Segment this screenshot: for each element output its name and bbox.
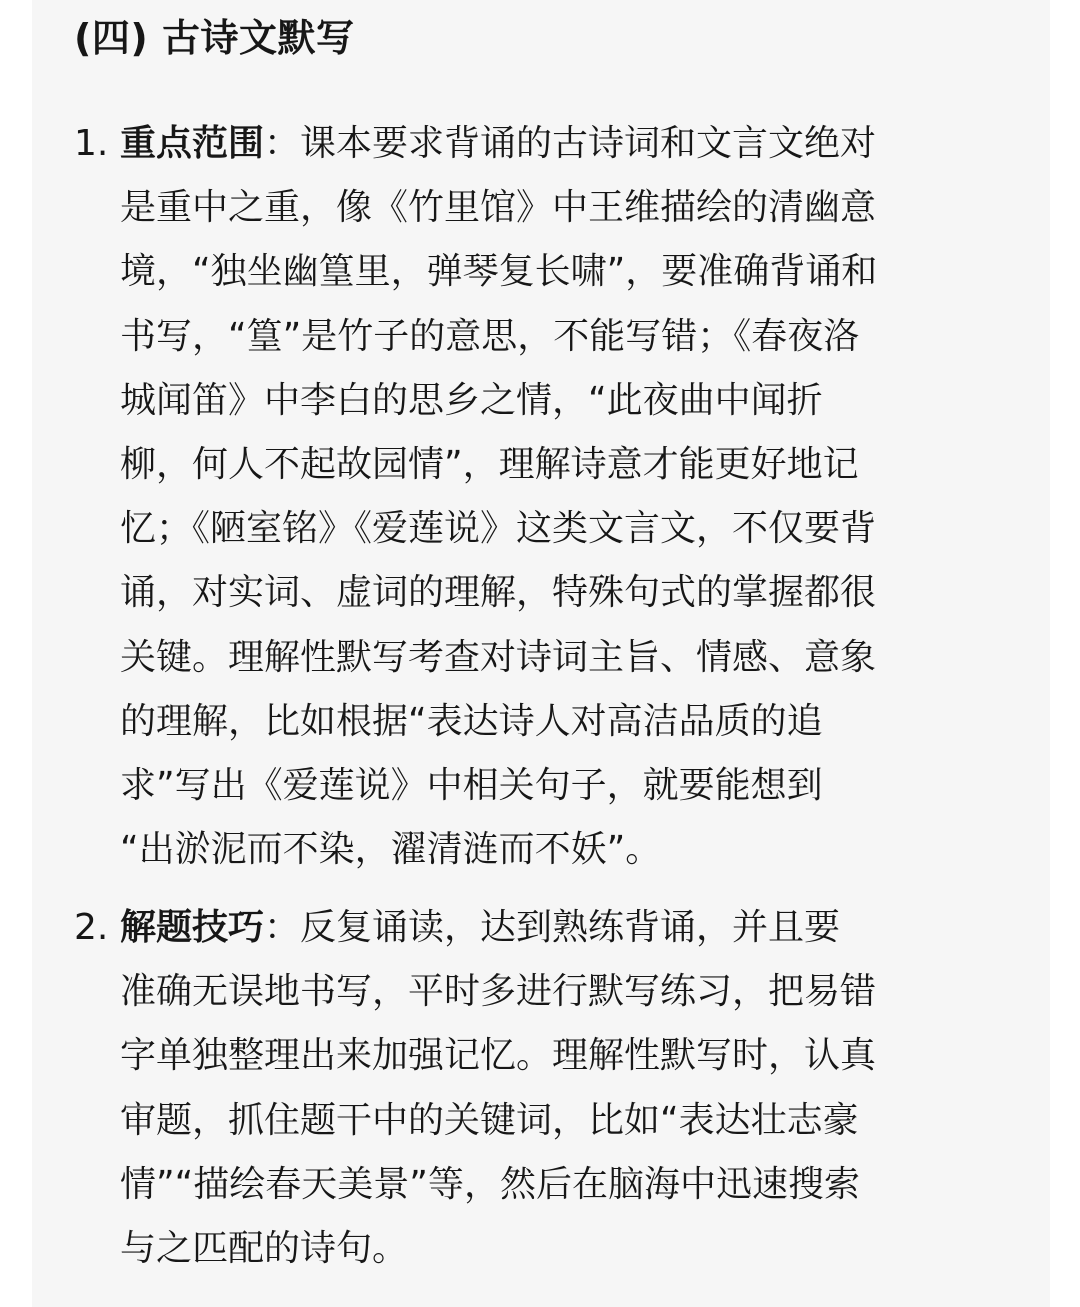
item-first-line: ：反复诵读，达到熟练背诵，并且要 (264, 907, 841, 948)
item-first-line: ：课本要求背诵的古诗词和文言文绝对 (264, 123, 877, 164)
text-line (120, 896, 1010, 960)
text-line: 审题，抓住题干中的关键词，比如“表达壮志豪 (120, 1099, 859, 1141)
left-margin (0, 0, 32, 1307)
text-line: 城闻笛》中李白的思乡之情，“此夜曲中闻折 (120, 379, 823, 421)
text-line: 与之匹配的诗句。 (120, 1227, 409, 1269)
item-number: 1. (74, 123, 109, 164)
text-line: 是重中之重，像《竹里馆》中王维描绘的清幽意 (120, 187, 877, 229)
right-margin (1050, 0, 1080, 1307)
text-line: 诵，对实词、虚词的理解，特殊句式的掌握都很 (120, 572, 877, 614)
text-line: 忆；《陋室铭》《爱莲说》这类文言文，不仅要背 (120, 508, 877, 550)
item-heading: 解题技巧 (120, 907, 265, 948)
text-line: 准确无误地书写，平时多进行默写练习，把易错 (120, 971, 877, 1013)
item-text (120, 112, 1010, 882)
section-title: (四) 古诗文默写 (74, 16, 355, 60)
text-line: 求”写出《爱莲说》中相关句子，就要能想到 (120, 764, 823, 806)
text-line: 柳，何人不起故园情”，理解诗意才能更好地记 (120, 443, 859, 485)
item-heading: 重点范围 (120, 123, 265, 164)
text-line: 书写，“篁”是竹子的意思，不能写错；《春夜洛 (120, 315, 860, 357)
document-page (32, 0, 1050, 1307)
item-text (120, 896, 1010, 1281)
text-line: 情”“描绘春天美景”等，然后在脑海中迅速搜索 (120, 1163, 860, 1205)
text-line: 字单独整理出来加强记忆。理解性默写时，认真 (120, 1035, 877, 1077)
text-line (120, 112, 1010, 176)
text-line: 境，“独坐幽篁里，弹琴复长啸”，要准确背诵和 (120, 251, 878, 293)
text-line: 关键。理解性默写考查对诗词主旨、情感、意象 (120, 636, 877, 678)
text-line: “出淤泥而不染，濯清涟而不妖”。 (120, 829, 662, 871)
item-number: 2. (74, 907, 109, 948)
text-line: 的理解，比如根据“表达诗人对高洁品质的追 (120, 700, 823, 742)
